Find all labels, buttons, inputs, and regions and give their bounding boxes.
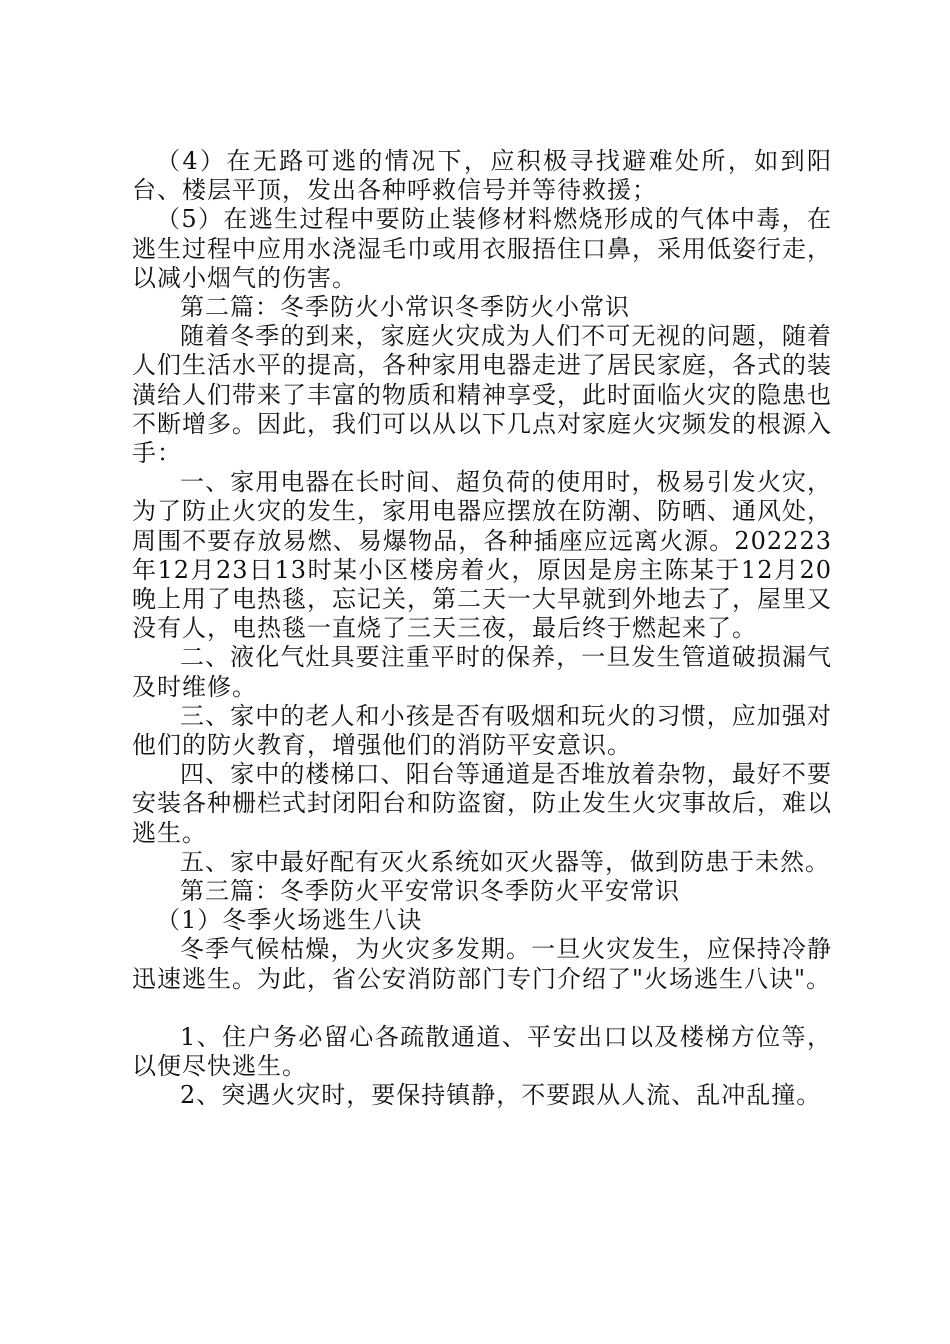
paragraph-point-1: 一、家用电器在长时间、超负荷的使用时，极易引发火灾，为了防止火灾的发生，家用电器应摆放在防潮、防晒、通风处，周围不要存放易燃、易爆物品，各种插座应远离火源。202223年12月23日13时某小区楼房着火，原因是房主陈某于12月20晚上用了电热毯，忘记关，第二天一大早就到外地去了，屋里又没有人，电热毯一直烧了三天三夜，最后终于燃起来了。 [132, 468, 832, 643]
paragraph-item-5: （5）在逃生过程中要防止装修材料燃烧形成的气体中毒，在逃生过程中应用水浇湿毛巾或用衣服捂住口鼻，采用低姿行走，以减小烟气的伤害。 [132, 205, 832, 292]
paragraph-point-5: 五、家中最好配有灭火系统如灭火器等，做到防患于未然。 [180, 847, 830, 876]
paragraph-item-4: （4）在无路可逃的情况下，应积极寻找避难处所，如到阳台、楼层平顶，发出各种呼救信号并等待救援； [132, 147, 832, 205]
paragraph-escape-1: 1、住户务必留心各疏散通道、平安出口以及楼梯方位等，以便尽快逃生。 [132, 1023, 832, 1081]
paragraph-point-3: 三、家中的老人和小孩是否有吸烟和玩火的习惯，应加强对他们的防火教育，增强他们的消防平安意识。 [132, 701, 832, 760]
paragraph-intro: 随着冬季的到来，家庭火灾成为人们不可无视的问题，随着人们生活水平的提高，各种家用电器走进了居民家庭，各式的装潢给人们带来了丰富的物质和精神享受，此时面临火灾的隐患也不断增多。因此，我们可以从以下几点对家庭火灾频发的根源入手： [132, 322, 832, 468]
subsection-heading: （1）冬季火场逃生八诀 [156, 906, 423, 935]
paragraph-escape-2: 2、突遇火灾时，要保持镇静，不要跟从人流、乱冲乱撞。 [180, 1081, 822, 1110]
blank-line [132, 994, 832, 1023]
section-heading-part-2: 第二篇：冬季防火小常识冬季防火小常识 [180, 293, 630, 322]
paragraph-point-2: 二、液化气灶具要注重平时的保养，一旦发生管道破损漏气及时维修。 [132, 643, 832, 701]
document-body [132, 147, 832, 1111]
paragraph-point-4: 四、家中的楼梯口、阳台等通道是否堆放着杂物，最好不要安装各种栅栏式封闭阳台和防盗窗，防止发生火灾事故后，难以逃生。 [132, 760, 832, 847]
paragraph-escape-intro: 冬季气候枯燥，为火灾多发期。一旦火灾发生，应保持冷静迅速逃生。为此，省公安消防部门专门介绍了"火场逃生八诀"。 [132, 935, 832, 993]
section-heading-part-3: 第三篇：冬季防火平安常识冬季防火平安常识 [180, 877, 680, 906]
